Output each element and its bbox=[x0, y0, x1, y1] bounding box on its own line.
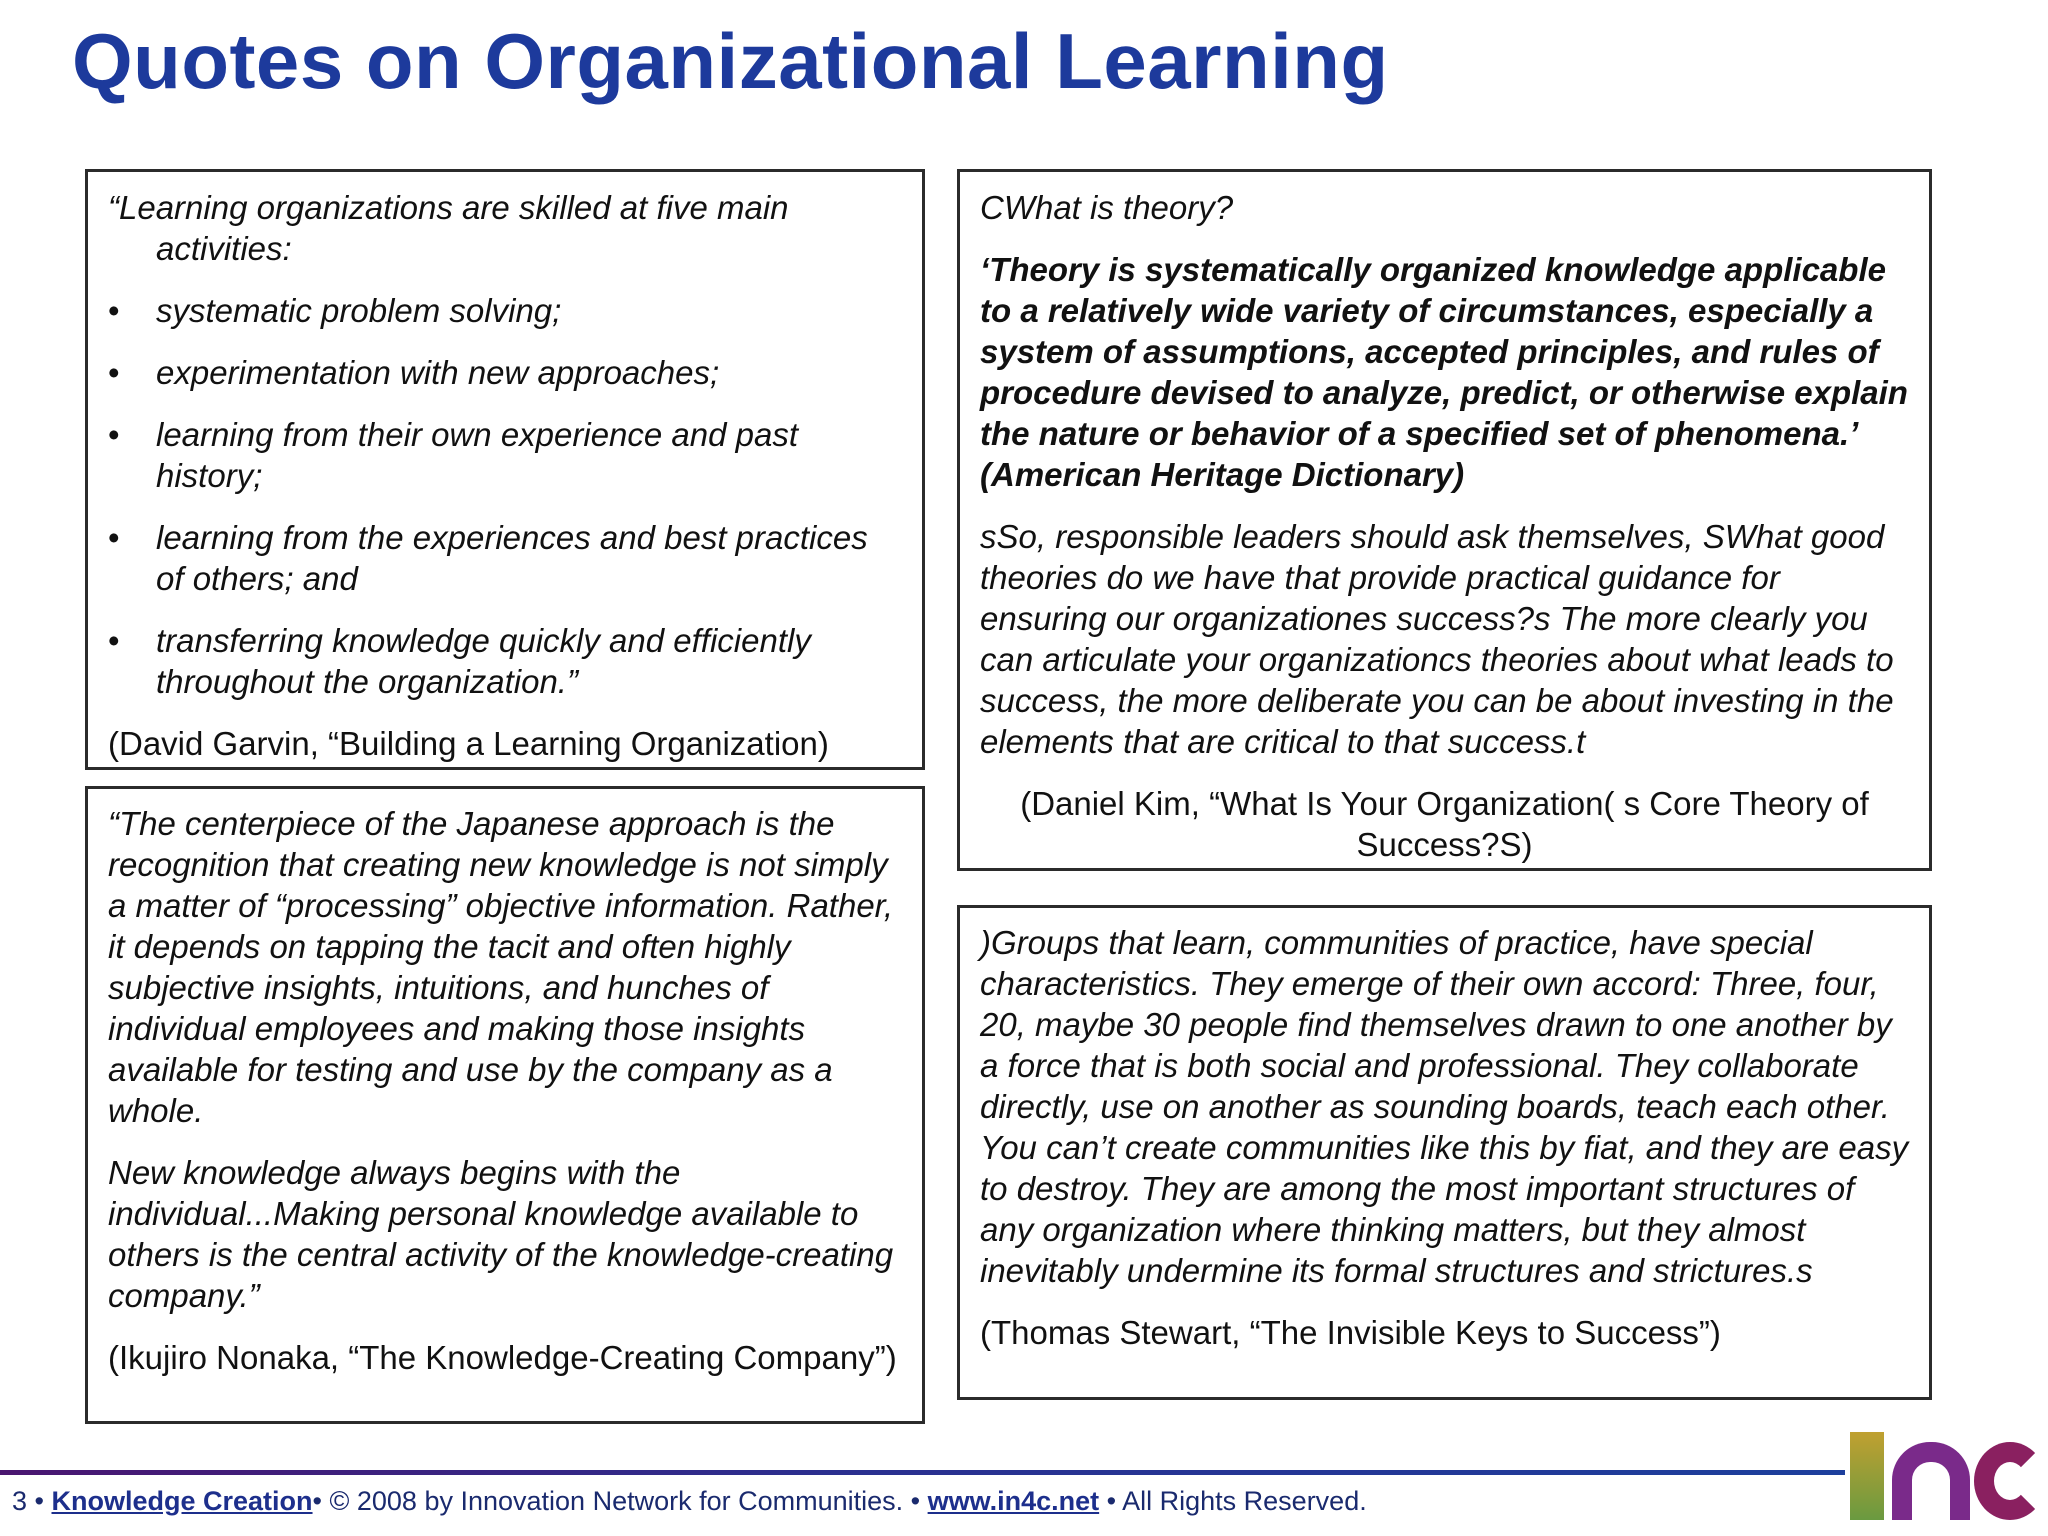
kim-question: CWhat is theory? bbox=[980, 189, 1234, 226]
bullet-text: transferring knowledge quickly and efficiently throughout the organization.” bbox=[156, 622, 811, 700]
logo-letter-i bbox=[1850, 1432, 1884, 1520]
footer-divider bbox=[0, 1470, 1845, 1475]
list-item bbox=[108, 414, 902, 496]
list-item bbox=[108, 620, 902, 702]
list-item bbox=[108, 352, 902, 393]
bullet-glyph: • bbox=[108, 292, 120, 329]
footer-link-knowledge-creation[interactable]: Knowledge Creation bbox=[51, 1486, 313, 1516]
stewart-body: )Groups that learn, communities of practice, have special characteristics. They emerge of their own accord: Three, four, 20, maybe 30 people find themselves drawn to one another by a force that is both social and professional. They collaborate directly, use on another as sounding boards, teach each other. You can’t create communities like this by fiat, and they are easy to destroy. They are among the most important structures of any organization where thinking matters, but they almost inevitably undermine its formal structures and strictures.s bbox=[980, 924, 1909, 1289]
bullet-text: experimentation with new approaches; bbox=[156, 354, 720, 391]
footer bbox=[12, 1486, 1367, 1517]
logo-letter-c bbox=[1974, 1442, 2046, 1520]
nonaka-paragraph-2: New knowledge always begins with the individual...Making personal knowledge available to others is the central activity of the knowledge-creating company.” bbox=[108, 1154, 894, 1314]
list-item bbox=[108, 290, 902, 331]
quote-box-garvin bbox=[85, 169, 925, 770]
page-number: 3 bbox=[12, 1486, 28, 1516]
slide-title: Quotes on Organizational Learning bbox=[72, 17, 1389, 105]
garvin-citation: (David Garvin, “Building a Learning Organization) bbox=[108, 725, 829, 762]
kim-definition: ‘Theory is systematically organized knowledge applicable to a relatively wide variety of circumstances, especially a system of assumptions, accepted principles, and rules of procedure devised to analyze, predict, or otherwise explain the nature or behavior of a specified set of phenomena.’ (American Heritage Dictionary) bbox=[980, 251, 1908, 493]
nonaka-paragraph-1: “The centerpiece of the Japanese approach is the recognition that creating new knowledge is not simply a matter of “processing” objective information. Rather, it depends on tapping the tacit and often highly subjective insights, intuitions, and hunches of individual employees and making those insights available for testing and use by the company as a whole. bbox=[108, 805, 894, 1129]
footer-link-website[interactable]: www.in4c.net bbox=[927, 1486, 1100, 1516]
logo-letter-n bbox=[1892, 1442, 1970, 1520]
nonaka-citation: (Ikujiro Nonaka, “The Knowledge-Creating Company”) bbox=[108, 1339, 897, 1376]
footer-rights: • All Rights Reserved. bbox=[1099, 1486, 1367, 1516]
quote-box-stewart bbox=[957, 905, 1932, 1400]
bullet-glyph: • bbox=[108, 519, 120, 556]
stewart-citation: (Thomas Stewart, “The Invisible Keys to Success”) bbox=[980, 1314, 1721, 1351]
quote-box-kim bbox=[957, 169, 1932, 871]
bullet-glyph: • bbox=[108, 354, 120, 391]
footer-copyright: • © 2008 by Innovation Network for Communities. • bbox=[312, 1486, 928, 1516]
bullet-text: systematic problem solving; bbox=[156, 292, 562, 329]
inc-logo bbox=[1846, 1414, 2046, 1534]
bullet-glyph: • bbox=[108, 622, 120, 659]
kim-citation: (Daniel Kim, “What Is Your Organization( s Core Theory of Success?S) bbox=[1020, 785, 1869, 863]
garvin-bullet-list bbox=[108, 290, 902, 702]
bullet-text: learning from the experiences and best practices of others; and bbox=[156, 519, 868, 597]
quote-box-nonaka bbox=[85, 786, 925, 1424]
garvin-intro: “Learning organizations are skilled at five main activities: bbox=[108, 189, 789, 267]
bullet-glyph: • bbox=[108, 416, 120, 453]
list-item bbox=[108, 517, 902, 599]
kim-body: sSo, responsible leaders should ask themselves, SWhat good theories do we have that provide practical guidance for ensuring our organizationes success?s The more clearly you can articulate your organizationcs theories about what leads to success, the more deliberate you can be about investing in the elements that are critical to that success.t bbox=[980, 518, 1894, 760]
footer-separator: • bbox=[27, 1486, 52, 1516]
bullet-text: learning from their own experience and past history; bbox=[156, 416, 799, 494]
